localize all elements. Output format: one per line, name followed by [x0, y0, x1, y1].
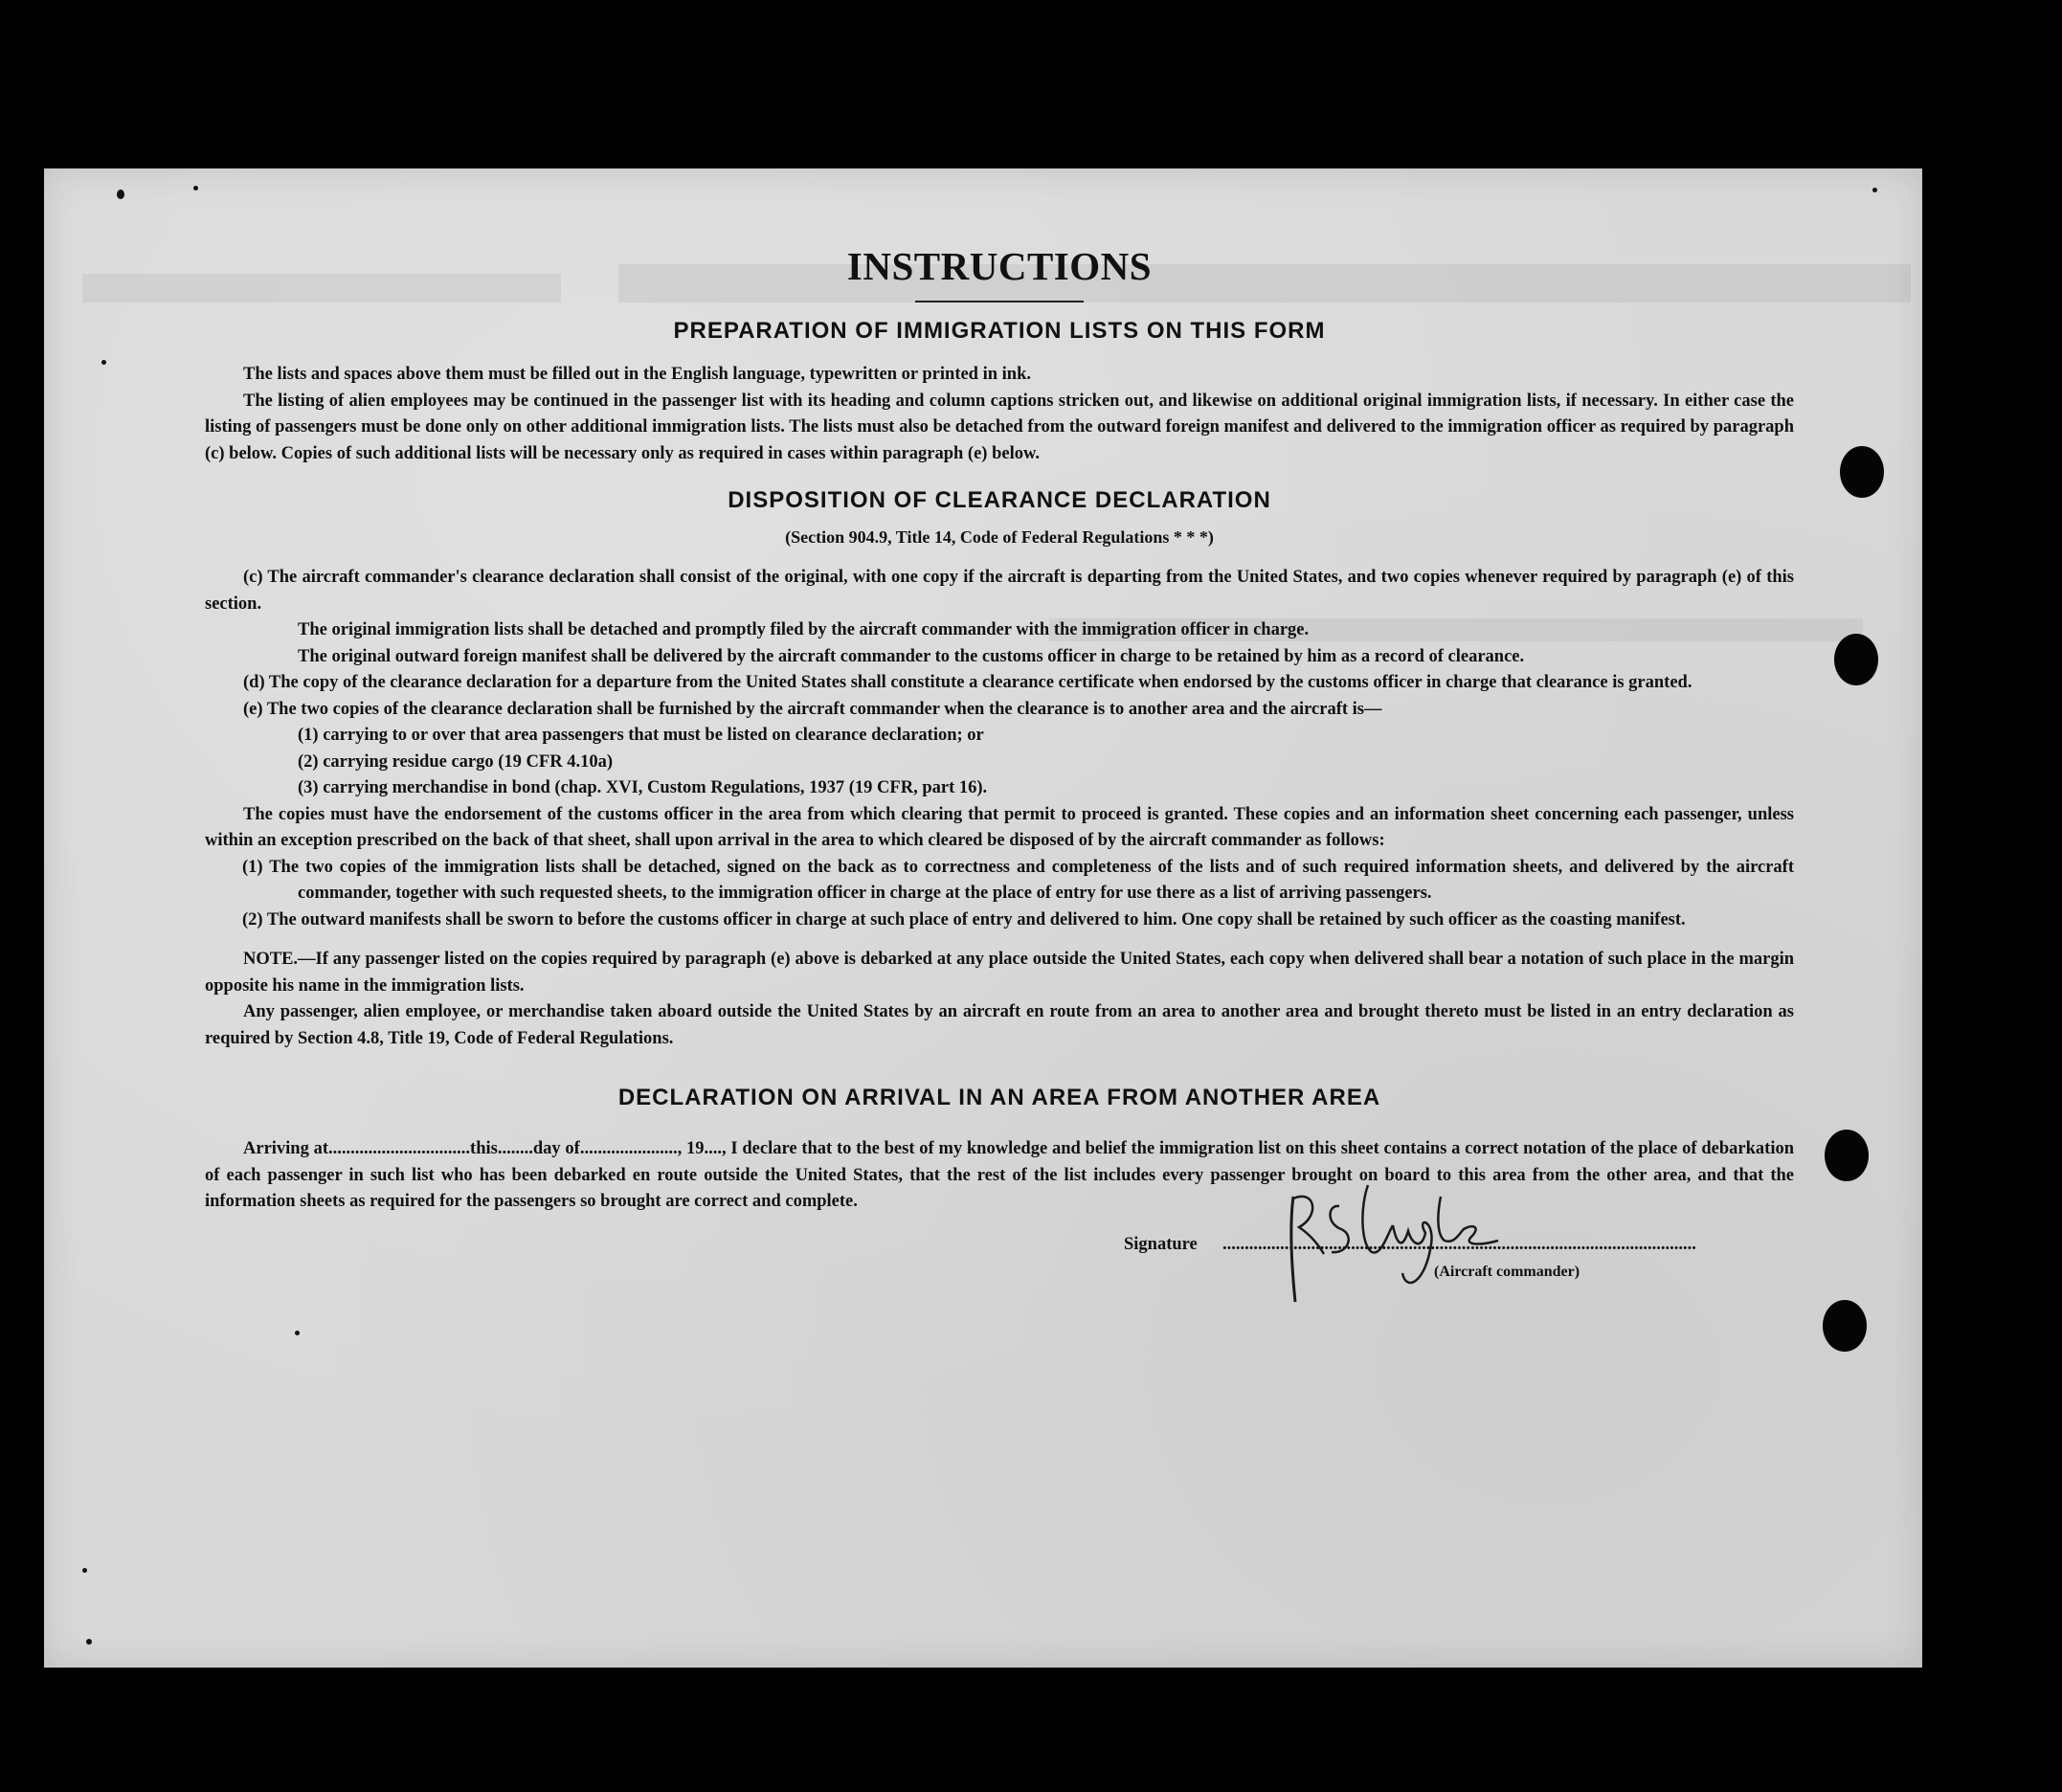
- title-underline: [915, 301, 1084, 302]
- paragraph-copies: The copies must have the endorsement of the customs officer in the area from which clearing that permit to proceed is granted. These copies and an information sheet concerning each passenger, unless within an exception prescribed on the back of that sheet, shall upon arrival in the area to which cleared be disposed of by the aircraft commander as follows:: [205, 804, 1794, 850]
- paragraph-c: (c) The aircraft commander's clearance declaration shall consist of the original, with one copy if the aircraft is departing from the United States, and two copies whenever required by paragraph (e) of this section.: [205, 568, 1794, 614]
- paragraph-e-item-2: (2) carrying residue cargo (19 CFR 4.10a): [298, 751, 613, 772]
- paragraph-prep-2: The listing of alien employees may be continued in the passenger list with its heading and column captions stricken out, and likewise on additional original immigration lists, if necessary. In either case the listing of passengers must be done only on other additional immigration lists. The lists must also be detached from the outward foreign manifest and delivered to the immigration officer as required by paragraph (c) below. Copies of such additional lists will be necessary only as required in cases within paragraph (e) below.: [205, 391, 1794, 463]
- section-subheading-regulation: (Section 904.9, Title 14, Code of Federal Regulations * * *): [785, 527, 1214, 547]
- signature-block: [205, 1216, 1794, 1283]
- paragraph-any-passenger: Any passenger, alien employee, or merchandise taken aboard outside the United States by an aircraft en route from an area to another area and brought thereto must be listed in an entry declaration as required by Section 4.8, Title 19, Code of Federal Regulations.: [205, 1002, 1794, 1048]
- speck: [193, 186, 198, 190]
- section-heading-disposition: DISPOSITION OF CLEARANCE DECLARATION: [728, 487, 1271, 513]
- punch-hole: [1834, 634, 1878, 685]
- paragraph-e-item-1: (1) carrying to or over that area passengers that must be listed on clearance declaration; or: [298, 726, 984, 745]
- punch-hole: [1825, 1130, 1869, 1181]
- speck: [117, 190, 124, 199]
- paragraph-c-immigration-lists: The original immigration lists shall be detached and promptly filed by the aircraft commander with the immigration officer in charge.: [298, 620, 1310, 639]
- paragraph-arrival-item-2: (2) The outward manifests shall be sworn to before the customs officer in charge at such place of entry and delivered to him. One copy shall be retained by such officer as the coasting manifest.: [242, 909, 1686, 930]
- signature-label: Signature: [1124, 1234, 1198, 1254]
- paragraph-c-outward-manifest: The original outward foreign manifest shall be delivered by the aircraft commander to the customs officer in charge to be retained by him as a record of clearance.: [298, 646, 1525, 666]
- section-heading-preparation: PREPARATION OF IMMIGRATION LISTS ON THIS FORM: [673, 318, 1326, 344]
- punch-hole: [1840, 446, 1884, 498]
- punch-hole: [1823, 1300, 1867, 1352]
- speck: [101, 360, 106, 365]
- paragraph-d: (d) The copy of the clearance declaration for a departure from the United States shall constitute a clearance certificate when endorsed by the customs officer in charge that clearance is granted.: [243, 673, 1692, 692]
- document-page: [44, 168, 1922, 1668]
- signature-caption: (Aircraft commander): [1434, 1263, 1580, 1280]
- paragraph-arrival-item-1: (1) The two copies of the immigration lists shall be detached, signed on the back as to correctness and completeness of the lists and of such required information sheets, and delivered by the aircraft commander, together with such requested sheets, to the immigration officer in charge at the place of entry for use there as a list of arriving passengers.: [242, 857, 1794, 903]
- speck: [86, 1639, 92, 1645]
- speck: [295, 1331, 300, 1335]
- handwritten-signature: [1272, 1177, 1502, 1311]
- paragraph-prep-1: The lists and spaces above them must be filled out in the English language, typewritten or printed in ink.: [243, 365, 1031, 384]
- paragraph-e-item-3: (3) carrying merchandise in bond (chap. XVI, Custom Regulations, 1937 (19 CFR, part 16).: [298, 778, 988, 797]
- paragraph-arrival-declaration: Arriving at................................this........day of......................, 19...., I declare that to the best of my knowledge and belief the immigration list on this sheet contains a correct notation of the place of debarkation of each passenger in such list who has been debarked en route outside the United States, that the rest of the list includes every passenger brought on board to this area from the other area, and that the information sheets as required for the passengers so brought are correct and complete.: [205, 1139, 1794, 1211]
- speck: [82, 1568, 87, 1573]
- section-heading-arrival: DECLARATION ON ARRIVAL IN AN AREA FROM ANOTHER AREA: [617, 1085, 1381, 1110]
- paragraph-e: (e) The two copies of the clearance declaration shall be furnished by the aircraft commander when the clearance is to another area and the aircraft is—: [243, 699, 1382, 719]
- page-title: INSTRUCTIONS: [846, 244, 1153, 288]
- speck: [1872, 188, 1877, 192]
- signature-line: ...........................................................................................................: [1222, 1234, 1696, 1254]
- instructions-content: [205, 241, 1794, 1283]
- paragraph-note: NOTE.—If any passenger listed on the copies required by paragraph (e) above is debarked at any place outside the United States, each copy when delivered shall bear a notation of such place in the margin opposite his name in the immigration lists.: [205, 950, 1794, 996]
